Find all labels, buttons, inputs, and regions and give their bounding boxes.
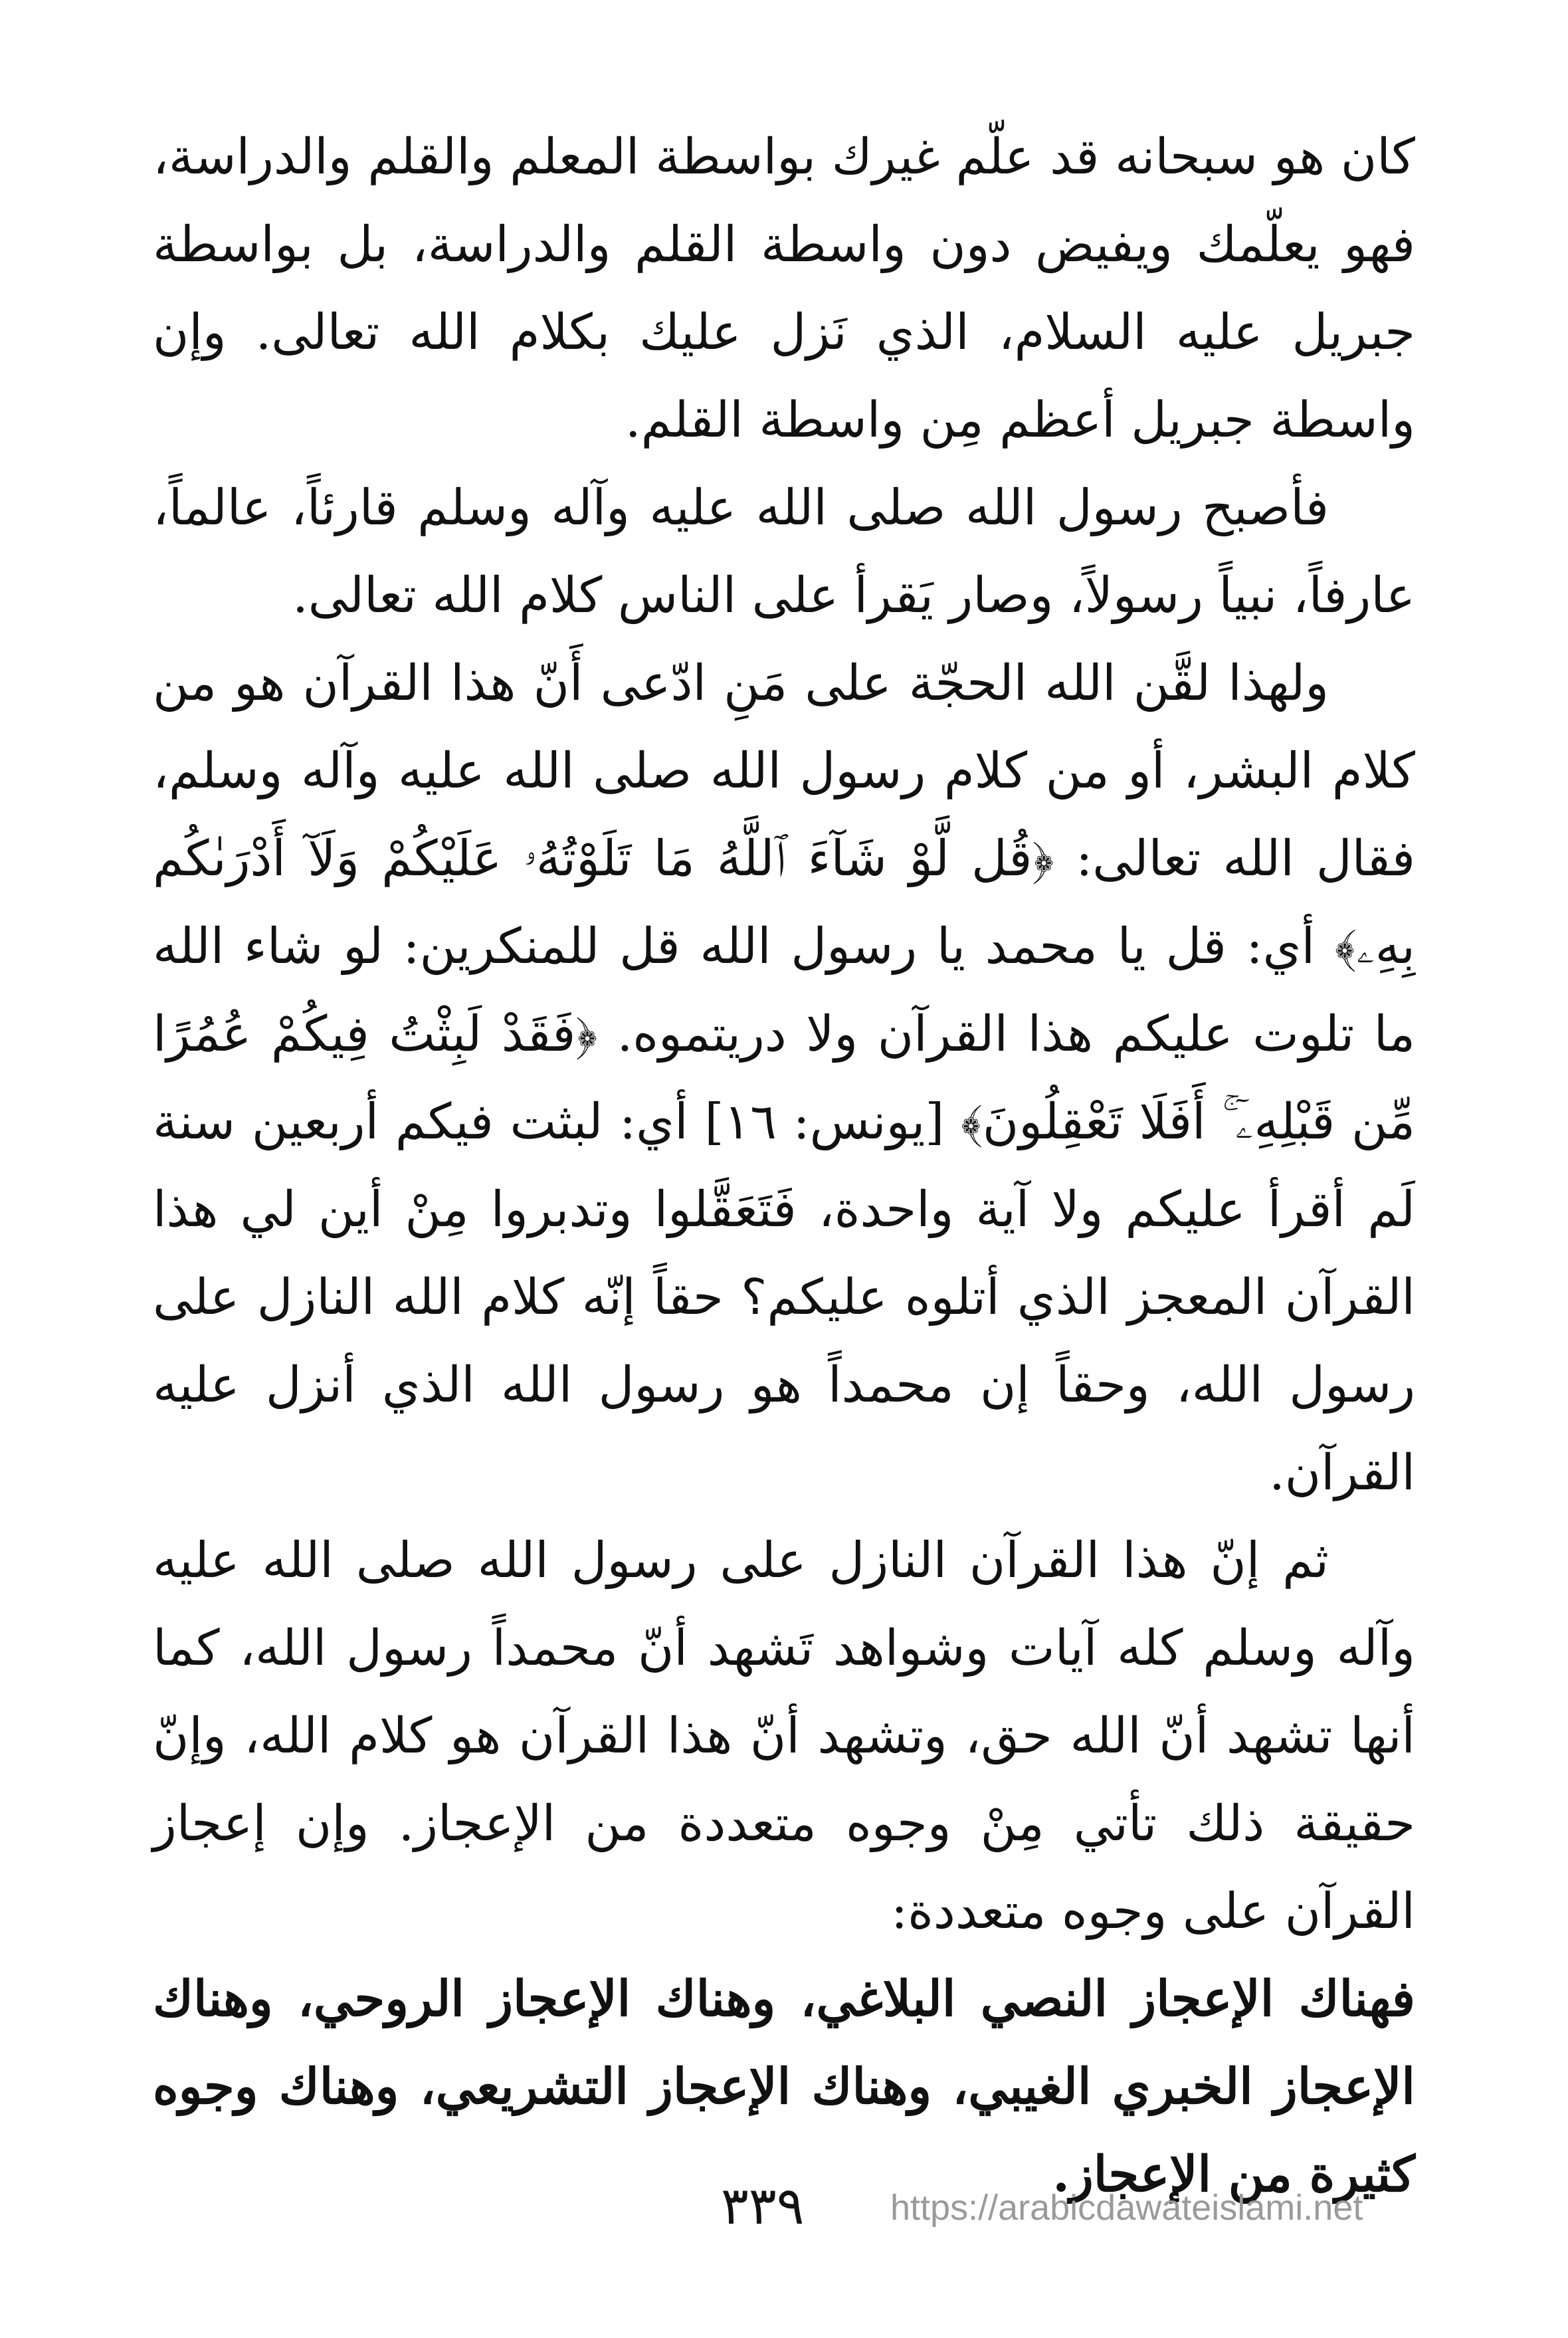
page-body <box>153 113 1416 2203</box>
paragraph-4: ثم إنّ هذا القرآن النازل على رسول الله صلى الله عليه وآله وسلم كله آيات وشواهد تَشهد أنّ محمداً رسول الله، كما أنها تشهد أنّ الله حق، وتشهد أنّ هذا القرآن هو كلام الله، وإنّ حقيقة ذلك تأتي مِنْ وجوه متعددة من الإعجاز. وإن إعجاز القرآن على وجوه متعددة: <box>153 1532 1415 1940</box>
page-number: ٣٣٩ <box>721 2177 805 2236</box>
paragraph-3: ولهذا لقَّن الله الحجّة على مَنِ ادّعى أَنّ هذا القرآن هو من كلام البشر، أو من كلام رسول الله صلى الله عليه وآله وسلم، فقال الله تعالى: ﴿قُل لَّوْ شَآءَ ٱللَّهُ مَا تَلَوْتُهُۥ عَلَيْكُمْ وَلَآ أَدْرَىٰكُم بِهِۦ﴾ أي: قل يا محمد يا رسول الله قل للمنكرين: لو شاء الله ما تلوت عليكم هذا القرآن ولا دريتموه. ﴿فَقَدْ لَبِثْتُ فِيكُمْ عُمُرًا مِّن قَبْلِهِۦٓ ۚ أَفَلَا تَعْقِلُونَ﴾ [يونس: ١٦] أي: لبثت فيكم أربعين سنة لَم أقرأ عليكم ولا آية واحدة، فَتَعَقَّلوا وتدبروا مِنْ أين لي هذا القرآن المعجز الذي أتلوه عليكم؟ حقاً إنّه كلام الله النازل على رسول الله، وحقاً إن محمداً هو رسول الله الذي أنزل عليه القرآن. <box>153 655 1416 1501</box>
paragraph-2: فأصبح رسول الله صلى الله عليه وآله وسلم قارئاً، عالماً، عارفاً، نبياً رسولاً، وصار يَقرأ على الناس كلام الله تعالى. <box>153 479 1415 624</box>
paragraph-5-bold: فهناك الإعجاز النصي البلاغي، وهناك الإعجاز الروحي، وهناك الإعجاز الخبري الغيبي، وهناك الإعجاز التشريعي، وهناك وجوه كثيرة من الإعجاز. <box>153 1970 1415 2203</box>
paragraph-1: كان هو سبحانه قد علّم غيرك بواسطة المعلم والقلم والدراسة، فهو يعلّمك ويفيض دون واسطة القلم والدراسة، بل بواسطة جبريل عليه السلام، الذي نَزل عليك بكلام الله تعالى. وإن واسطة جبريل أعظم مِن واسطة القلم. <box>153 128 1415 449</box>
watermark-url: https://arabicdawateislami.net <box>890 2188 1363 2228</box>
page-footer <box>0 2177 1568 2236</box>
